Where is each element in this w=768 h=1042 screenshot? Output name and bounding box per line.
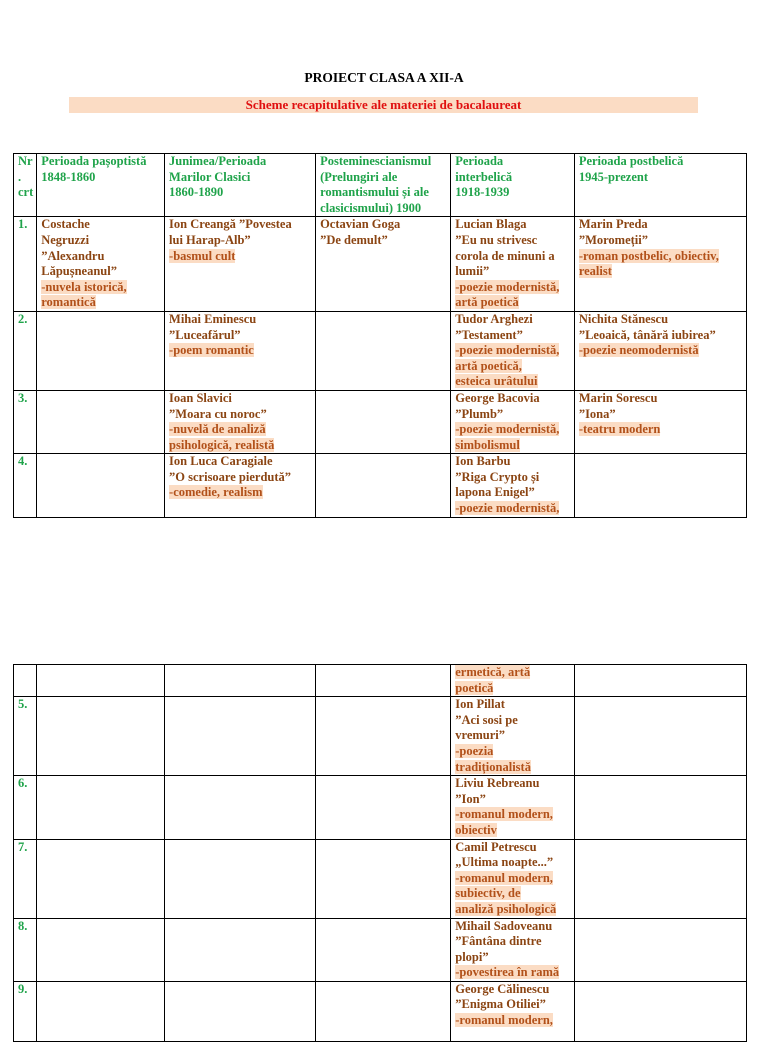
table-row: [14, 697, 747, 776]
table-row: [14, 918, 747, 981]
header-line: Perioada: [455, 154, 504, 168]
table-cell: [451, 311, 575, 390]
work-line: ”Fântâna dintre: [455, 934, 542, 949]
work-line: ”Moromeții”: [578, 232, 649, 247]
table-cell: [316, 981, 451, 1041]
table-cell: [165, 918, 316, 981]
table-cell: [574, 839, 746, 918]
table-cell: [37, 918, 165, 981]
work-line: lui Harap-Alb”: [169, 232, 251, 247]
genre-text: simbolismul: [455, 437, 520, 452]
table-cell: [574, 454, 746, 517]
genre-text: artă poetică,: [455, 358, 522, 373]
table-cell: [165, 981, 316, 1041]
genre-text: -poezie modernistă,: [455, 343, 560, 358]
table-cell: [574, 918, 746, 981]
work-line: ”Riga Crypto și: [455, 469, 540, 484]
header-line: 1860-1890: [169, 185, 224, 200]
genre-line: [579, 422, 743, 438]
table-cell: [451, 217, 575, 312]
genre-text: poetică: [455, 680, 494, 695]
row-number: 5.: [14, 697, 37, 776]
table-row: [14, 311, 747, 390]
genre-text: -romanul modern,: [455, 807, 553, 822]
genre-text: romantică: [41, 295, 96, 310]
genre-line: [455, 438, 571, 454]
row-number: 1.: [14, 217, 37, 312]
table-cell: [451, 839, 575, 918]
table-cell: [37, 697, 165, 776]
work-line: Ion Creangă ”Povestea: [169, 217, 292, 232]
work-line: Octavian Goga: [320, 217, 401, 232]
work-line: Ion Pillat: [455, 697, 505, 712]
table-cell: [574, 981, 746, 1041]
header-row: [14, 154, 747, 217]
table-cell: [165, 311, 316, 390]
work-line: Lăpușneanul”: [41, 264, 117, 279]
genre-text: ermetică, artă: [455, 665, 531, 679]
genre-line: [41, 280, 161, 296]
header-line: clasicismului) 1900: [320, 200, 422, 215]
header-line: Perioada pașoptistă: [41, 154, 147, 168]
genre-line: [169, 343, 312, 359]
work-line: Ioan Slavici: [169, 390, 232, 405]
genre-line: [455, 1013, 571, 1029]
work-line: Costache: [41, 217, 90, 232]
header-line: 1848-1860: [41, 169, 96, 184]
table-cell: [37, 390, 165, 453]
table-cell: [316, 454, 451, 517]
genre-text: -poezie neomodernistă: [578, 343, 699, 358]
header-line: crt: [18, 185, 34, 200]
genre-line: [579, 264, 743, 280]
genre-line: [455, 886, 571, 902]
table-cell: [37, 311, 165, 390]
table-cell: [165, 776, 316, 839]
header-cell: [451, 154, 575, 217]
work-line: Ion Luca Caragiale: [169, 454, 273, 469]
table-cell: [316, 390, 451, 453]
row-number: 4.: [14, 454, 37, 517]
header-line: 1918-1939: [455, 185, 510, 200]
row-number: 3.: [14, 390, 37, 453]
genre-text: artă poetică: [455, 295, 519, 310]
work-line: ”Testament”: [455, 327, 523, 342]
genre-line: [455, 374, 571, 390]
work-line: Marin Preda: [578, 217, 648, 232]
work-line: lapona Enigel”: [455, 485, 535, 500]
recap-table-part1: [13, 153, 747, 518]
table-cell: [574, 776, 746, 839]
table-row: [14, 454, 747, 517]
document-subtitle: Scheme recapitulative ale materiei de bacalaureat: [69, 97, 698, 113]
genre-text: subiectiv, de: [455, 886, 521, 901]
table-cell: [165, 454, 316, 517]
work-line: ”Aci sosi pe: [455, 712, 518, 727]
table-cell: [574, 217, 746, 312]
table-cell: [37, 776, 165, 839]
table-cell: [316, 839, 451, 918]
table-cell: [451, 390, 575, 453]
table-cell: [316, 217, 451, 312]
genre-text: -romanul modern,: [455, 1013, 553, 1028]
genre-text: -povestirea în ramă: [455, 965, 560, 980]
work-line: ”De demult”: [320, 232, 388, 247]
row-number: 2.: [14, 311, 37, 390]
work-line: Liviu Rebreanu: [455, 776, 540, 791]
work-line: Mihail Sadoveanu: [455, 918, 553, 933]
table-cell: [165, 697, 316, 776]
work-line: Negruzzi: [41, 232, 90, 247]
work-line: lumii”: [455, 264, 490, 279]
table-cell: [316, 665, 451, 697]
header-line: Nr: [18, 154, 33, 168]
genre-text: -poem romantic: [169, 343, 254, 358]
table-row: [14, 390, 747, 453]
header-line: 1945-prezent: [578, 169, 649, 184]
genre-text: -teatru modern: [578, 422, 661, 437]
table-cell: [165, 217, 316, 312]
genre-line: [169, 422, 312, 438]
header-line: (Prelungiri ale: [320, 169, 398, 184]
genre-text: -nuvela istorică,: [41, 279, 127, 294]
table-row: [14, 839, 747, 918]
genre-text: psihologică, realistă: [169, 437, 275, 452]
work-line: Camil Petrescu: [455, 839, 537, 854]
header-line: Junimea/Perioada: [169, 154, 267, 168]
genre-line: [579, 343, 743, 359]
genre-line: [455, 902, 571, 918]
table-cell: [574, 311, 746, 390]
work-line: vremuri”: [455, 728, 506, 743]
table-cell: [37, 981, 165, 1041]
genre-line: [169, 438, 312, 454]
genre-line: [455, 359, 571, 375]
genre-line: [41, 295, 161, 311]
document-title: PROIECT CLASA A XII-A: [304, 70, 464, 85]
genre-text: -poezie modernistă,: [455, 422, 560, 437]
work-line: Nichita Stănescu: [578, 311, 669, 326]
genre-line: [455, 681, 571, 697]
genre-text: tradiționalistă: [455, 759, 531, 774]
header-line: Posteminescianismul: [320, 154, 432, 168]
work-line: ”Alexandru: [41, 248, 105, 263]
genre-line: [455, 760, 571, 776]
table-cell: [165, 665, 316, 697]
genre-line: [579, 249, 743, 265]
header-line: Perioada postbelică: [578, 154, 684, 168]
row-number: 7.: [14, 839, 37, 918]
genre-line: [455, 665, 571, 681]
genre-line: [455, 422, 571, 438]
genre-text: analiză psihologică: [455, 901, 557, 916]
header-cell: [574, 154, 746, 217]
genre-line: [455, 807, 571, 823]
genre-line: [455, 343, 571, 359]
work-line: plopi”: [455, 949, 489, 964]
header-cell: [316, 154, 451, 217]
table-cell: [37, 454, 165, 517]
work-line: „Ultima noapte...”: [455, 855, 554, 870]
genre-text: -comedie, realism: [169, 485, 263, 500]
work-line: ”Moara cu noroc”: [169, 406, 267, 421]
work-line: ”Iona”: [578, 406, 616, 421]
work-line: George Bacovia: [455, 390, 540, 405]
work-line: ”Ion”: [455, 791, 486, 806]
header-line: Marilor Clasici: [169, 169, 251, 184]
table-cell: [451, 697, 575, 776]
genre-text: -romanul modern,: [455, 870, 553, 885]
table-cell: [574, 697, 746, 776]
table-cell: [37, 217, 165, 312]
table-row: [14, 217, 747, 312]
genre-text: -poezie modernistă,: [455, 279, 560, 294]
work-line: ”Leoaică, tânără iubirea”: [578, 327, 716, 342]
genre-line: [169, 249, 312, 265]
header-cell: [37, 154, 165, 217]
work-line: George Călinescu: [455, 981, 550, 996]
genre-line: [455, 744, 571, 760]
table-row: [14, 665, 747, 697]
table-row: [14, 981, 747, 1041]
genre-line: [169, 485, 312, 501]
work-line: corola de minuni a: [455, 248, 555, 263]
genre-text: esteica urâtului: [455, 374, 538, 389]
row-number: 6.: [14, 776, 37, 839]
work-line: Mihai Eminescu: [169, 311, 257, 326]
header-line: interbelică: [455, 169, 513, 184]
work-line: ”Enigma Otiliei”: [455, 997, 546, 1012]
work-line: ”O scrisoare pierdută”: [169, 469, 292, 484]
table-cell: [165, 390, 316, 453]
genre-text: realist: [578, 264, 612, 279]
work-line: ”Plumb”: [455, 406, 504, 421]
genre-line: [455, 295, 571, 311]
genre-text: -basmul cult: [169, 248, 236, 263]
genre-text: -roman postbelic, obiectiv,: [578, 248, 719, 263]
table-cell: [451, 776, 575, 839]
work-line: Ion Barbu: [455, 454, 511, 469]
table-row: [14, 776, 747, 839]
genre-line: [455, 280, 571, 296]
recap-table-part2: [13, 664, 747, 1042]
genre-line: [455, 965, 571, 981]
table-cell: [316, 918, 451, 981]
table-cell: [574, 390, 746, 453]
table-cell: [451, 665, 575, 697]
work-line: Lucian Blaga: [455, 217, 527, 232]
genre-text: -poezie modernistă,: [455, 501, 560, 516]
table-cell: [451, 981, 575, 1041]
header-cell: [14, 154, 37, 217]
genre-line: [455, 823, 571, 839]
table-cell: [574, 665, 746, 697]
table-cell: [316, 776, 451, 839]
genre-line: [455, 871, 571, 887]
work-line: Marin Sorescu: [578, 390, 658, 405]
row-number: [14, 665, 37, 697]
work-line: ”Eu nu strivesc: [455, 232, 538, 247]
header-cell: [165, 154, 316, 217]
table-cell: [165, 839, 316, 918]
row-number: 9.: [14, 981, 37, 1041]
table-cell: [451, 454, 575, 517]
genre-line: [455, 501, 571, 517]
header-line: romantismului și ale: [320, 185, 429, 200]
header-line: .: [18, 169, 22, 184]
table-cell: [37, 839, 165, 918]
genre-text: -nuvelă de analiză: [169, 422, 266, 437]
table-cell: [316, 311, 451, 390]
work-line: ”Luceafărul”: [169, 327, 241, 342]
genre-text: -poezia: [455, 743, 494, 758]
table-cell: [37, 665, 165, 697]
row-number: 8.: [14, 918, 37, 981]
genre-text: obiectiv: [455, 822, 497, 837]
table-cell: [316, 697, 451, 776]
work-line: Tudor Arghezi: [455, 311, 533, 326]
table-cell: [451, 918, 575, 981]
